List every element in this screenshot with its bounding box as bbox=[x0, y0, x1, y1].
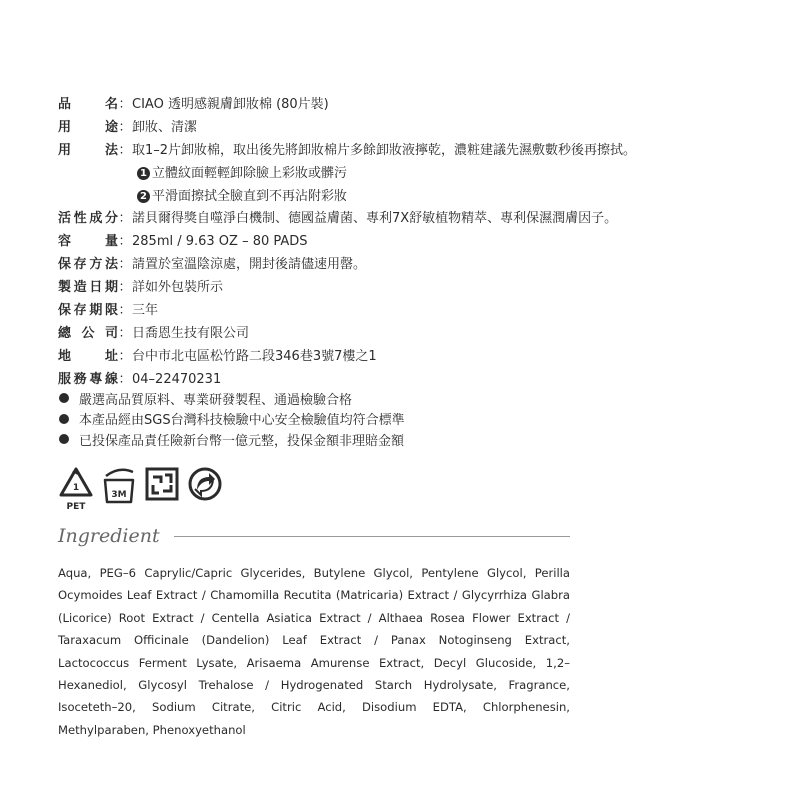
spec-value: 諾貝爾得獎自噬淨白機制、德國益膚菌、專利7X舒敏植物精萃、專利保濕潤膚因子。 bbox=[132, 211, 618, 227]
spec-value: 取1–2片卸妝棉，取出後先將卸妝棉片多餘卸妝液擰乾，濃粧建議先濕敷數秒後再擦拭。 bbox=[132, 142, 637, 158]
spec-row-storage: 保 存 方 法 ： 請置於室溫陰涼處，開封後請儘速用罄。 bbox=[58, 257, 367, 273]
spec-value: 04–22470231 bbox=[132, 371, 222, 387]
recycle-label: PET bbox=[66, 502, 86, 512]
ingredient-list: Aqua, PEG–6 Caprylic/Capric Glycerides, Butylene Glycol, Pentylene Glycol, Perilla Ocymoides Leaf Extract / Chamomilla Recutita (Matricaria) Extract / Glycyrrhiza Glabra (Licorice) Root Extract / Centella Asiatica Extract / Althaea Rosea Flower Extract / Taraxacum Officinale (Dandelion) Leaf Extract / Panax Notoginseng Extract, Lactococcus Ferment Lysate, Arisaema Amurense Extract, Decyl Glucoside, 1,2–Hexanediol, Glycosyl Trehalose / Hydrogenated Starch Hydrolysate, Fragrance, Isoceteth–20, Sodium Citrate, Citric Acid, Disodium EDTA, Chlorphenesin, Methylparaben, Phenoxyethanol bbox=[58, 566, 570, 737]
bullet-dot-icon bbox=[59, 434, 69, 444]
quality-bullet-list bbox=[58, 388, 405, 450]
spec-value: 台中市北屯區松竹路二段346巷3號7樓之1 bbox=[132, 348, 377, 364]
certification-icons bbox=[58, 466, 230, 512]
bullet-item: 已投保產品責任險新台幣一億元整，投保金額非理賠金額 bbox=[58, 429, 405, 450]
spec-label: 用 途 bbox=[58, 119, 118, 135]
spec-row-purpose: 用 途 ： 卸妝、清潔 bbox=[58, 119, 198, 135]
spec-label: 保 存 方 法 bbox=[58, 257, 118, 273]
bullet-item: 本產品經由SGS台灣科技檢驗中心安全檢驗值均符合標準 bbox=[58, 409, 405, 430]
spec-row-active-ingredients: 活 性 成 分 ： 諾貝爾得獎自噬淨白機制、德國益膚菌、專利7X舒敏植物精萃、專利保濕潤膚因子。 bbox=[58, 211, 618, 227]
pet-recycle-icon bbox=[58, 466, 94, 512]
spec-label: 總 公 司 bbox=[58, 325, 118, 341]
pao-jar-icon bbox=[101, 466, 137, 506]
spec-value: 卸妝、清潔 bbox=[132, 119, 198, 135]
spec-label: 保 存 期 限 bbox=[58, 302, 118, 318]
spec-label: 品 名 bbox=[58, 96, 118, 112]
usage-step-1 bbox=[58, 162, 758, 185]
ingredient-header bbox=[58, 525, 570, 547]
spec-row-shelf-life: 保 存 期 限 ： 三年 bbox=[58, 302, 159, 318]
spec-row-address: 地 址 ： 台中市北屯區松竹路二段346巷3號7樓之1 bbox=[58, 348, 377, 364]
spec-label: 服 務 專 線 bbox=[58, 371, 118, 387]
divider bbox=[174, 536, 570, 537]
recycle-squares-icon bbox=[144, 466, 180, 502]
spec-row-company: 總 公 司 ： 日喬恩生技有限公司 bbox=[58, 325, 250, 341]
spec-value: 詳如外包裝所示 bbox=[132, 280, 224, 296]
pao-label: 3M bbox=[111, 490, 127, 500]
spec-row-name: 品 名 ： CIAO 透明感親膚卸妝棉 (80片裝) bbox=[58, 96, 329, 112]
product-spec-list bbox=[58, 93, 758, 391]
green-dot-icon bbox=[187, 466, 223, 502]
step-number-badge: 1 bbox=[137, 167, 150, 180]
usage-step-text: 立體紋面輕輕卸除臉上彩妝或髒污 bbox=[152, 165, 348, 181]
spec-label: 活 性 成 分 bbox=[58, 211, 118, 227]
usage-step-2 bbox=[58, 185, 758, 208]
spec-value: 三年 bbox=[132, 302, 159, 318]
spec-label: 製 造 日 期 bbox=[58, 280, 118, 296]
spec-row-manufacture-date: 製 造 日 期 ： 詳如外包裝所示 bbox=[58, 280, 224, 296]
bullet-dot-icon bbox=[59, 393, 69, 403]
spec-label: 地 址 bbox=[58, 348, 118, 364]
spec-value: 285ml / 9.63 OZ – 80 PADS bbox=[132, 234, 308, 250]
spec-row-volume: 容 量 ： 285ml / 9.63 OZ – 80 PADS bbox=[58, 234, 308, 250]
spec-value: CIAO 透明感親膚卸妝棉 (80片裝) bbox=[132, 96, 329, 112]
ingredient-title: Ingredient bbox=[58, 525, 160, 547]
bullet-dot-icon bbox=[59, 414, 69, 424]
bullet-item: 嚴選高品質原料、專業研發製程、通過檢驗合格 bbox=[58, 388, 405, 409]
spec-label: 用 法 bbox=[58, 142, 118, 158]
spec-row-usage: 用 法 ： 取1–2片卸妝棉，取出後先將卸妝棉片多餘卸妝液擰乾，濃粧建議先濕敷數秒後再擦拭。 bbox=[58, 142, 637, 158]
spec-row-service-line: 服 務 專 線 ： 04–22470231 bbox=[58, 371, 222, 387]
usage-step-text: 平滑面擦拭全臉直到不再沾附彩妝 bbox=[152, 188, 348, 204]
recycle-number: 1 bbox=[72, 483, 80, 493]
step-number-badge: 2 bbox=[137, 190, 150, 203]
spec-label: 容 量 bbox=[58, 234, 118, 250]
spec-value: 請置於室溫陰涼處，開封後請儘速用罄。 bbox=[132, 257, 367, 273]
spec-value: 日喬恩生技有限公司 bbox=[132, 325, 250, 341]
